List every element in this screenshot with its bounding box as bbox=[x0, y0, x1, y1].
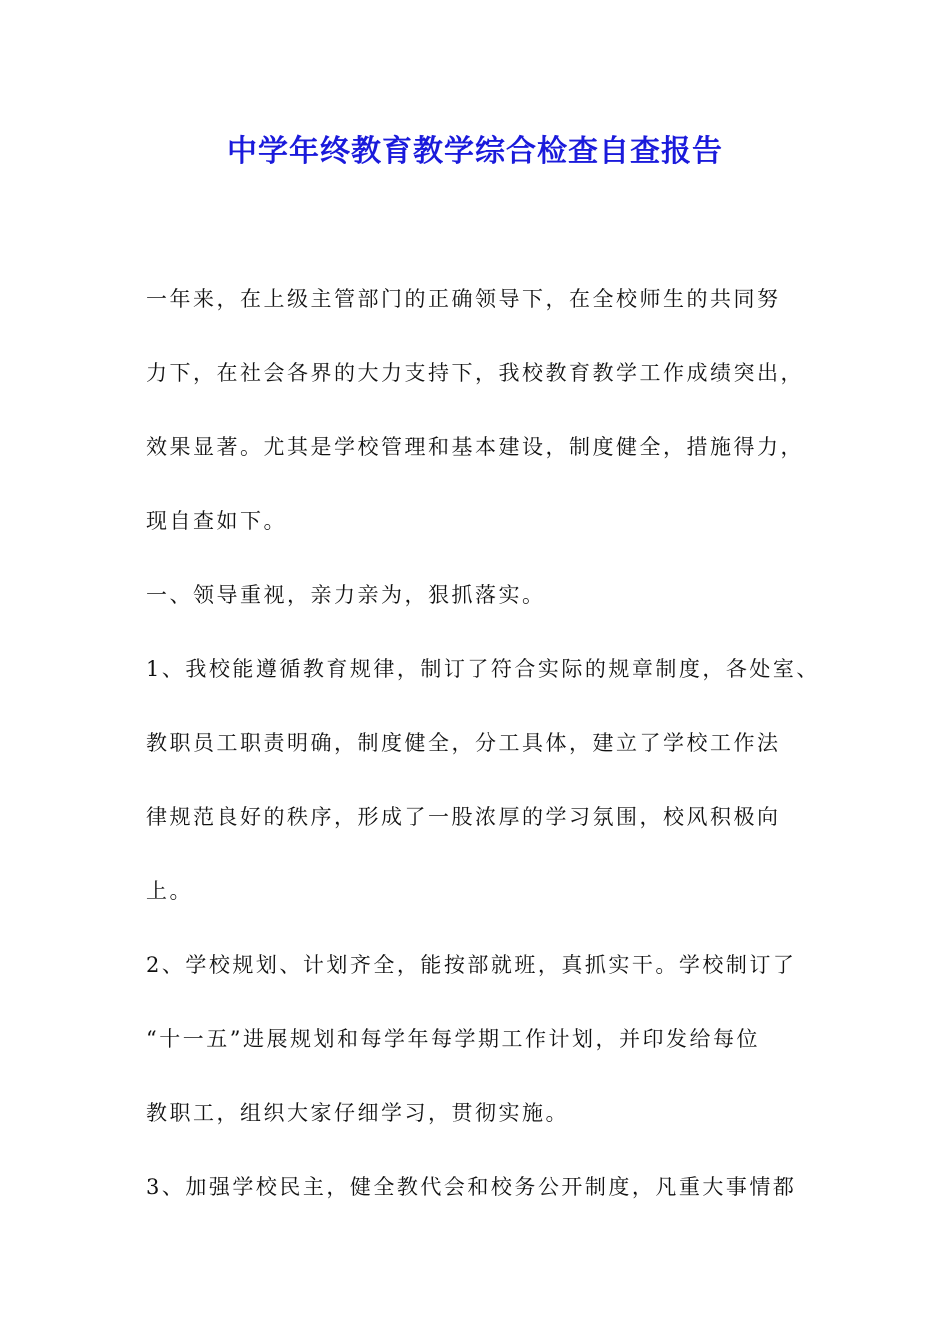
body-line: 律规范良好的秩序，形成了一股浓厚的学习氛围，校风积极向 bbox=[146, 805, 781, 829]
body-line: 力下，在社会各界的大力支持下，我校教育教学工作成绩突出， bbox=[146, 361, 804, 385]
body-line: 教职工，组织大家仔细学习，贯彻实施。 bbox=[146, 1101, 569, 1125]
body-line: “十一五”进展规划和每学年每学期工作计划，并印发给每位 bbox=[146, 1027, 760, 1051]
section-heading: 一、领导重视，亲力亲为，狠抓落实。 bbox=[146, 583, 546, 607]
document-title: 中学年终教育教学综合检查自查报告 bbox=[227, 134, 723, 169]
body-line: 上。 bbox=[146, 879, 193, 903]
body-line: 教职员工职责明确，制度健全，分工具体，建立了学校工作法 bbox=[146, 731, 781, 755]
body-line: 一年来，在上级主管部门的正确领导下，在全校师生的共同努 bbox=[146, 287, 781, 311]
body-line: 1、我校能遵循教育规律，制订了符合实际的规章制度，各处室、 bbox=[146, 657, 820, 681]
document-body bbox=[146, 262, 826, 1224]
body-line: 现自查如下。 bbox=[146, 509, 287, 533]
body-line: 2、学校规划、计划齐全，能按部就班，真抓实干。学校制订了 bbox=[146, 953, 797, 977]
body-line: 3、加强学校民主，健全教代会和校务公开制度，凡重大事情都 bbox=[146, 1175, 797, 1199]
body-line: 效果显著。尤其是学校管理和基本建设，制度健全，措施得力， bbox=[146, 435, 804, 459]
